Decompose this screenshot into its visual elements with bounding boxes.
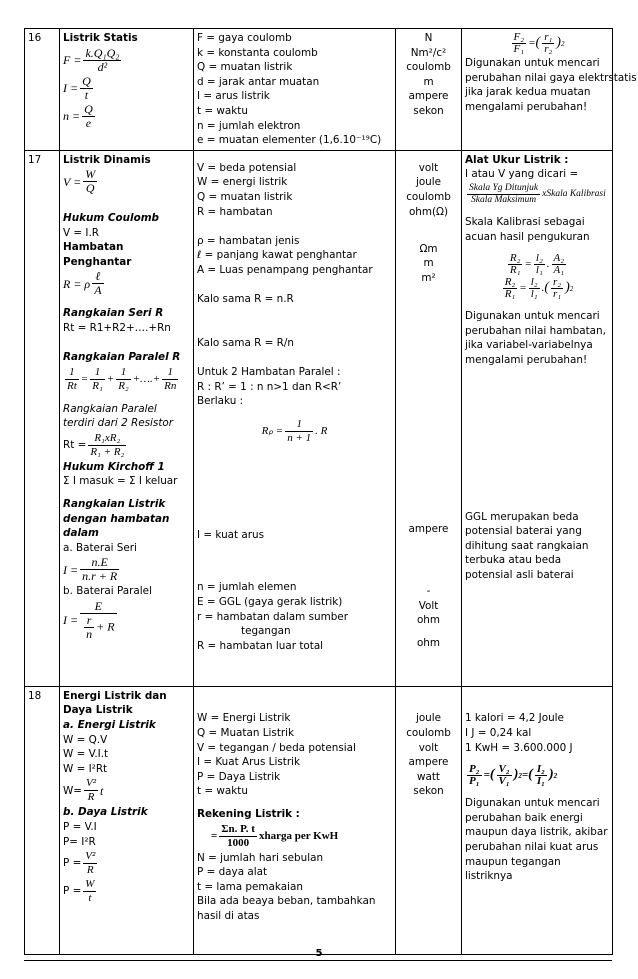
formula-line: W = Q.V <box>63 733 108 746</box>
unit-line: N <box>424 32 433 44</box>
subsection-title: b. Daya Listrik <box>63 806 148 819</box>
note-text: Skala Kalibrasi sebagai acuan hasil pengukuran <box>465 215 590 243</box>
equation-coulomb: F = $\frac{\text{k.Q₁Q₂}}{\text{d²}}$ <box>63 45 120 74</box>
description-line: R = hambatan <box>197 205 273 218</box>
footer-rule <box>24 960 612 961</box>
unit-line: sekon <box>413 104 444 117</box>
description-line: I = arus listrik <box>197 90 270 103</box>
description-line: t = waktu <box>197 785 248 798</box>
equation-energy: W= $\frac{\text{V²}}{R}$ t <box>63 777 104 804</box>
note-text: Digunakan untuk mencari perubahan nilai hambatan, jika variabel-variabelnya mengalami perubahan! <box>465 310 606 366</box>
equation-voltage: V = $\frac{W}{Q}$ <box>63 167 96 196</box>
note-cell <box>462 29 637 151</box>
subsection-title: a. Energi Listrik <box>63 718 156 731</box>
equation-parallel-ratio: Rₚ = $\frac{1}{n + 1}$ . R <box>261 417 328 444</box>
note-text: Digunakan untuk mencari perubahan baik energi maupun daya listrik, akibar perubahan nilai kuat arus maupun tegangan listriknya <box>465 797 608 883</box>
formula-line: W = V.I.t <box>63 748 109 761</box>
formula-cell <box>60 686 194 954</box>
note-line: 1 KwH = 3.600.000 J <box>465 741 573 754</box>
subsection-title: Hukum Kirchoff 1 <box>63 460 165 473</box>
note-line: jika jarak kedua muatan <box>465 86 591 99</box>
equation-parallel: $\frac{1}{Rt}$ = $\frac{1}{\text{R₁}}$ + $\frac{1}{\text{R₂}}$ +….+ $\frac{1}{Rn}$ <box>67 365 177 392</box>
description-line: k = konstanta coulomb <box>197 46 318 59</box>
unit-line: ampere <box>408 756 449 769</box>
unit-line: volt <box>418 161 439 174</box>
subsection-title: Hambatan Penghantar <box>63 241 132 268</box>
subsection-title: Rangkaian Paralel terdiri dari 2 Resistor <box>63 402 174 430</box>
description-line: W = energi listrik <box>197 176 288 189</box>
note-line: I J = 0,24 kal <box>465 726 532 739</box>
note-cell <box>462 150 613 686</box>
description-line: R = hambatan luar total <box>197 639 324 652</box>
description-line: N = jumlah hari sebulan <box>197 851 324 864</box>
note-line: I atau V yang dicari = <box>465 168 579 181</box>
equation-power-voltage: P = $\frac{\text{V²}}{R}$ <box>63 850 96 877</box>
formula-cell <box>60 29 194 151</box>
formula-line: P = V.I <box>63 820 97 833</box>
description-cell <box>194 686 396 954</box>
equation-meter-reading: $\frac{\text{Skala Yg Ditunjuk}}{\text{Skala Maksimum}}$ xSkala Kalibrasi <box>469 182 606 205</box>
unit-line: Volt <box>418 599 439 612</box>
description-line: ρ = hambatan jenis <box>197 234 300 247</box>
table-row <box>25 150 613 686</box>
unit-line: ampere <box>408 522 449 535</box>
unit-cell <box>396 686 462 954</box>
unit-line: ohm <box>416 636 441 649</box>
description-line: n = jumlah elemen <box>197 581 297 594</box>
description-line: R : R’ = 1 : n n>1 dan R<R’ <box>197 380 342 393</box>
description-line: P = daya alat <box>197 866 268 879</box>
unit-line: Ωm <box>419 242 438 255</box>
row-number: 18 <box>25 686 60 954</box>
subsection-title: Rangkaian Listrik dengan hambatan dalam <box>63 498 170 540</box>
subsection-title: Rangkaian Paralel R <box>63 351 181 364</box>
unit-line: watt <box>416 770 440 783</box>
unit-line: joule <box>415 712 442 725</box>
unit-line: m <box>423 257 434 270</box>
unit-line: m² <box>421 271 436 284</box>
equation-power-energy: P = $\frac{W}{t}$ <box>63 878 95 905</box>
unit-line: coulomb <box>406 726 451 739</box>
unit-line: volt <box>418 741 439 754</box>
unit-line: sekon <box>413 785 444 798</box>
note-text: GGL merupakan beda potensial baterai yang dihitung saat rangkaian terbuka atau beda potensial asli baterai <box>465 510 589 581</box>
page-number: 5 <box>315 948 323 959</box>
formula-cell <box>60 150 194 686</box>
description-line: t = waktu <box>197 104 248 117</box>
table-row <box>25 686 613 954</box>
description-cell <box>194 29 396 151</box>
description-line: E = GGL (gaya gerak listrik) <box>197 596 343 609</box>
section-title: Listrik Statis <box>63 32 138 44</box>
table-row <box>25 29 613 151</box>
equation-electron-count: n = $\frac{Q}{e}$ <box>63 101 93 130</box>
equation-battery-parallel: I = E $\frac{r}{n}$ + R <box>63 599 115 642</box>
description-line: V = tegangan / beda potensial <box>197 741 356 754</box>
note-cell <box>462 686 613 954</box>
subsection-title: Alat Ukur Listrik : <box>465 153 569 166</box>
unit-line: coulomb <box>406 61 451 74</box>
equation-resistance-ratio: $\frac{\text{R₂}}{\text{R₁}}$ = $\frac{\text{l₂}}{\text{l₁}}$ . $\frac{\text{A₂}}{\text{A₁}}$ <box>509 252 565 277</box>
unit-line: ampere <box>408 90 449 103</box>
unit-line: m <box>423 75 434 88</box>
equation-resistance: R = ρ $\frac{\text{ℓ}}{A}$ <box>63 269 102 298</box>
description-line: A = Luas penampang penghantar <box>197 263 373 276</box>
equation-force-ratio: $\frac{\text{F₂}}{\text{F₁}}$ = ( $\frac{\text{r₁}}{\text{r₂}}$ ) 2 <box>513 31 565 55</box>
note-line: Digunakan untuk mencari <box>465 57 600 69</box>
description-line: Kalo sama R = n.R <box>197 293 294 306</box>
description-line: I = Kuat Arus Listrik <box>197 756 301 769</box>
subsection-title: Hukum Coulomb <box>63 211 159 224</box>
note-line: mengalami perubahan! <box>465 100 588 113</box>
note-line: perubahan nilai gaya elektrstatis <box>465 71 637 84</box>
description-cell <box>194 150 396 686</box>
formula-line: Σ I masuk = Σ I keluar <box>63 475 178 488</box>
formula-line: Rt = R1+R2+….+Rn <box>63 321 171 334</box>
formula-line: a. Baterai Seri <box>63 541 137 554</box>
note-line: 1 kalori = 4,2 Joule <box>465 712 564 725</box>
description-line: ℓ = panjang kawat penghantar <box>197 249 357 262</box>
formula-line: b. Baterai Paralel <box>63 585 152 598</box>
unit-line: Nm²/c² <box>410 46 447 59</box>
subsection-title: Rekening Listrik : <box>197 807 300 820</box>
description-line: F = gaya coulomb <box>197 32 292 44</box>
description-line: Q = muatan listrik <box>197 61 293 74</box>
unit-line: - <box>426 585 431 598</box>
description-line: P = Daya Listrik <box>197 770 281 783</box>
row-number: 17 <box>25 150 60 686</box>
equation-power-ratio: $\frac{\text{P₂}}{\text{P₁}}$ = ( $\frac{\text{V₂}}{\text{V₁}}$ ) 2 = ( $\frac{\text{I₂}}{\text{I₁}}$ ) 2 <box>469 763 558 788</box>
unit-line: joule <box>415 176 442 189</box>
description-line: Untuk 2 Hambatan Paralel : <box>197 366 341 379</box>
description-line: Kalo sama R = R/n <box>197 336 294 349</box>
formula-line: P= I²R <box>63 835 96 848</box>
description-line: Berlaku : <box>197 395 244 408</box>
description-line: V = beda potensial <box>197 161 297 174</box>
equation-two-resistor: Rt = $\frac{\text{R₁xR₂}}{\text{R₁ + R₂}}$ <box>63 431 125 458</box>
unit-line: coulomb <box>406 190 451 203</box>
row-number: 16 <box>25 29 60 151</box>
unit-line: ohm(Ω) <box>408 205 449 218</box>
description-line: Q = muatan listrik <box>197 190 293 203</box>
formula-table <box>24 28 637 955</box>
formula-line: V = I.R <box>63 226 100 239</box>
description-line: Q = Muatan Listrik <box>197 726 295 739</box>
description-line: Bila ada beaya beban, tambahkan hasil di atas <box>197 895 376 922</box>
equation-current: I = $\frac{Q}{t}$ <box>63 73 91 102</box>
description-line: W = Energi Listrik <box>197 712 291 725</box>
formula-line: W = I²Rt <box>63 762 108 775</box>
unit-cell <box>396 150 462 686</box>
description-line: I = kuat arus <box>197 528 265 541</box>
unit-line: ohm <box>416 614 441 627</box>
description-line: d = jarak antar muatan <box>197 75 320 88</box>
unit-cell <box>396 29 462 151</box>
subsection-title: Rangkaian Seri R <box>63 307 164 320</box>
description-line: tegangan <box>241 625 291 638</box>
section-title: Energi Listrik dan Daya Listrik <box>63 689 167 717</box>
equation-resistance-radius-ratio: $\frac{\text{R₂}}{\text{R₁}}$ = $\frac{\text{l₂}}{\text{l₁}}$ . ( $\frac{\text{r₂}}{\text{r₁}}$ ) 2 <box>504 276 574 301</box>
equation-billing: = $\frac{\Sigma n. P. t}{1000}$ xharga per KwH <box>211 822 339 849</box>
description-line: t = lama pemakaian <box>197 880 303 893</box>
description-line: r = hambatan dalam sumber <box>197 610 348 623</box>
section-title: Listrik Dinamis <box>63 153 151 166</box>
equation-battery-series: I = $\frac{n.E}{n.r + R}$ <box>63 555 118 584</box>
description-line: n = jumlah elektron <box>197 119 301 132</box>
description-line: e = muatan elementer (1,6.10⁻¹⁹C) <box>197 134 382 147</box>
